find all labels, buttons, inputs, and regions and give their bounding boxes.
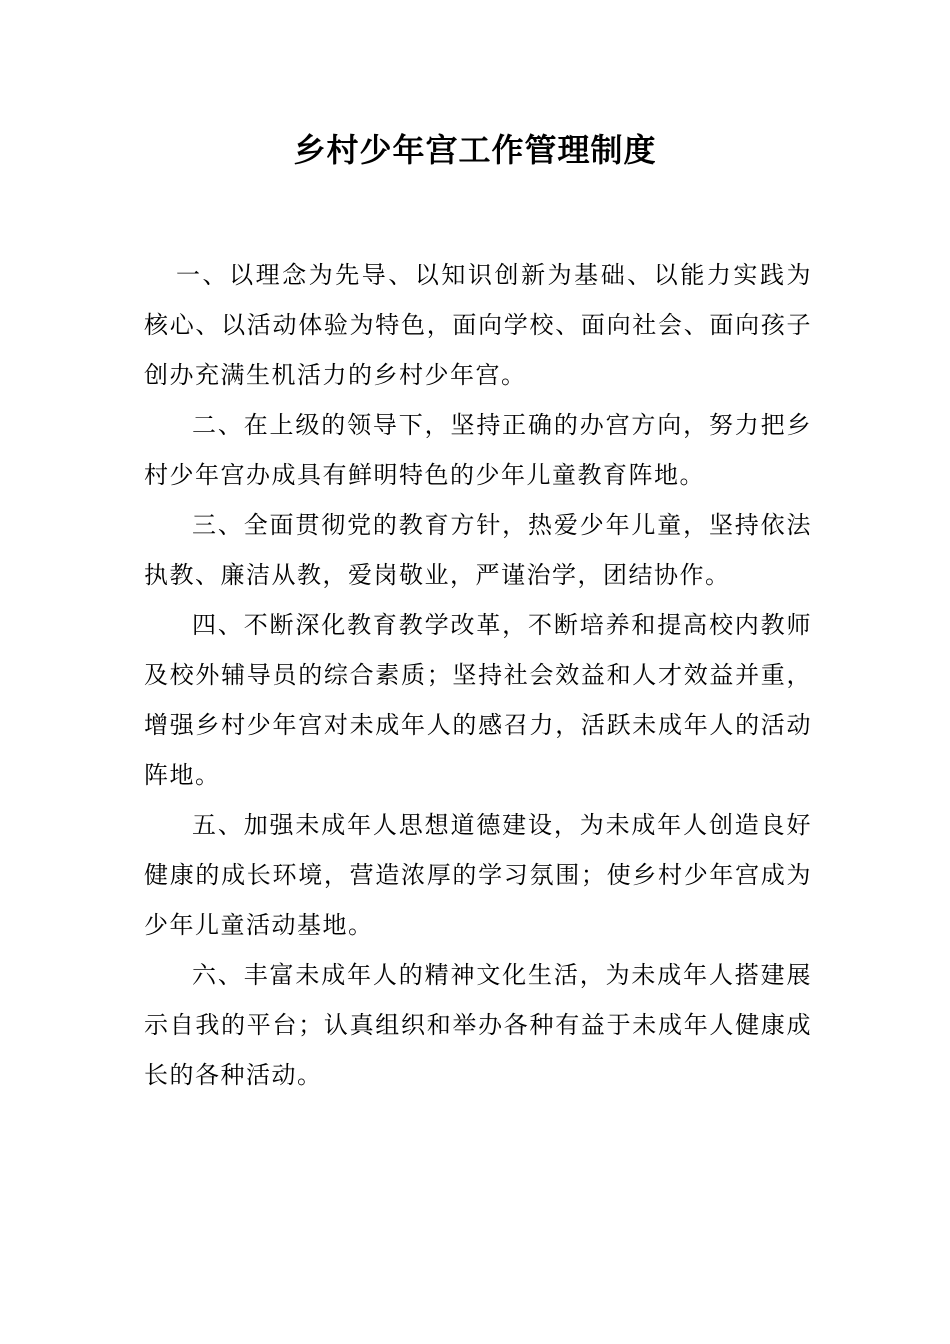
paragraph-4: 四、不断深化教育教学改革，不断培养和提高校内教师及校外辅导员的综合素质；坚持社会效益和人才效益并重，增强乡村少年宫对未成年人的感召力，活跃未成年人的活动阵地。: [144, 611, 812, 789]
paragraph-5: 五、加强未成年人思想道德建设，为未成年人创造良好健康的成长环境，营造浓厚的学习氛围；使乡村少年宫成为少年儿童活动基地。: [144, 811, 812, 939]
paragraph-2: 二、在上级的领导下，坚持正确的办宫方向，努力把乡村少年宫办成具有鲜明特色的少年儿童教育阵地。: [144, 411, 812, 489]
document-title: 乡村少年宫工作管理制度: [293, 131, 657, 169]
paragraph-3: 三、全面贯彻党的教育方针，热爱少年儿童，坚持依法执教、廉洁从教，爱岗敬业，严谨治学，团结协作。: [144, 511, 812, 589]
document-body: [144, 250, 812, 1100]
paragraph-6: 六、丰富未成年人的精神文化生活，为未成年人搭建展示自我的平台；认真组织和举办各种有益于未成年人健康成长的各种活动。: [144, 961, 812, 1089]
paragraph-1: 一、以理念为先导、以知识创新为基础、以能力实践为核心、以活动体验为特色，面向学校、面向社会、面向孩子创办充满生机活力的乡村少年宫。: [144, 261, 812, 389]
